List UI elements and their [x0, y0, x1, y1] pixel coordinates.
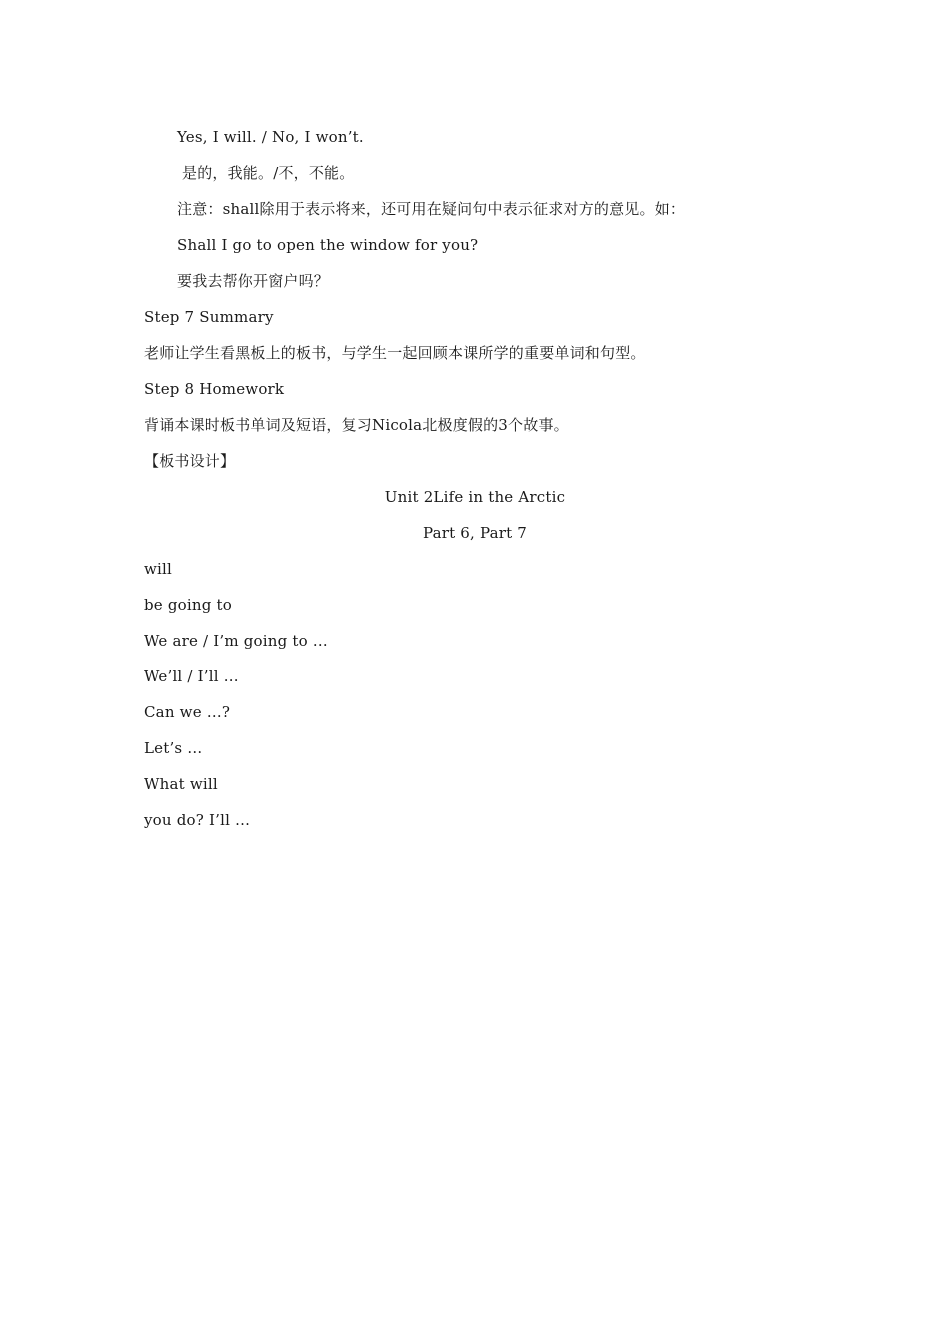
step7-text: 老师让学生看黑板上的板书，与学生一起回顾本课所学的重要单词和句型。	[144, 344, 646, 362]
board-line: be going to	[144, 596, 232, 614]
board-title: Unit 2Life in the Arctic	[384, 488, 566, 506]
step7-heading: Step 7 Summary	[144, 308, 274, 326]
step8-text: 背诵本课时板书单词及短语，复习Nicola北极度假的3个故事。	[144, 416, 569, 434]
yes-no-translation: 是的，我能。/不，不能。	[182, 164, 355, 182]
board-line: We are / I’m going to …	[144, 632, 328, 650]
board-line: We’ll / I’ll …	[144, 667, 239, 685]
board-design-heading: 【板书设计】	[144, 452, 236, 470]
board-line: you do? I’ll …	[144, 811, 251, 829]
board-subtitle: Part 6, Part 7	[422, 524, 528, 542]
shall-example-translation: 要我去帮你开窗户吗？	[177, 272, 330, 290]
step8-heading: Step 8 Homework	[144, 380, 285, 398]
shall-example: Shall I go to open the window for you?	[177, 236, 479, 254]
board-line: Let’s …	[144, 739, 203, 757]
board-line: will	[144, 560, 173, 578]
board-line: What will	[144, 775, 218, 793]
shall-note: 注意：shall除用于表示将来，还可用在疑问句中表示征求对方的意见。如：	[177, 200, 686, 218]
board-line: Can we …?	[144, 703, 231, 721]
yes-no-answer: Yes, I will. / No, I won’t.	[177, 128, 364, 146]
